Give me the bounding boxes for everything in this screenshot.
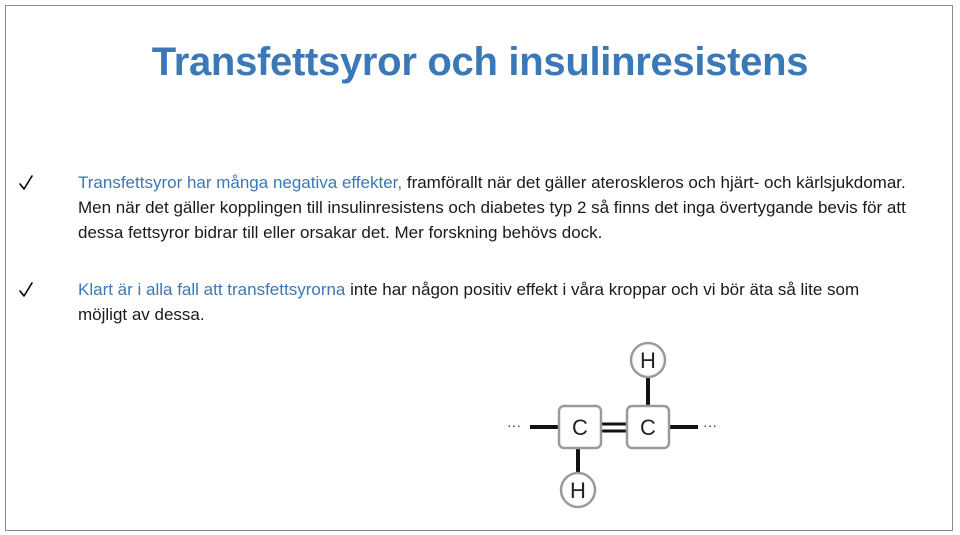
molecule-svg (500, 340, 730, 515)
bullet-item-2 (78, 277, 908, 327)
atom-c-left (559, 406, 601, 448)
chain-dots-left: ··· (507, 417, 521, 433)
atom-h-bottom (561, 473, 595, 507)
atom-c-right-label: C (640, 415, 656, 440)
trans-double-bond-diagram (500, 340, 730, 520)
checkmark-icon (18, 170, 38, 195)
bullet-1-text-rest: Men när det gäller kopplingen till insulinresistens och diabetes typ 2 så finns det inga övertygande bevis för att dessa fettsyror bidrar till eller orsakar det. Mer forskning behövs dock. (78, 198, 906, 242)
bullet-item-1 (78, 170, 908, 245)
atom-h-bottom-label: H (570, 478, 586, 503)
chain-dots-right: ··· (703, 417, 717, 433)
atom-h-top (631, 343, 665, 377)
bullet-1-text-first: framförallt när det gäller ateroskleros och hjärt- och kärlsjukdomar. (402, 173, 906, 192)
checkmark-icon (18, 277, 38, 302)
slide-title: Transfettsyror och insulinresistens (151, 40, 809, 84)
bullet-1-highlight: Transfettsyror har många negativa effekter, (78, 173, 403, 192)
bullet-2-text: inte har någon positiv effekt i våra kroppar och vi bör äta så lite som möjligt av dessa. (78, 280, 860, 324)
atom-c-left-label: C (572, 415, 588, 440)
atom-h-top-label: H (640, 348, 656, 373)
bullet-2-highlight: Klart är i alla fall att transfettsyrorna (78, 280, 346, 299)
atom-c-right (627, 406, 669, 448)
